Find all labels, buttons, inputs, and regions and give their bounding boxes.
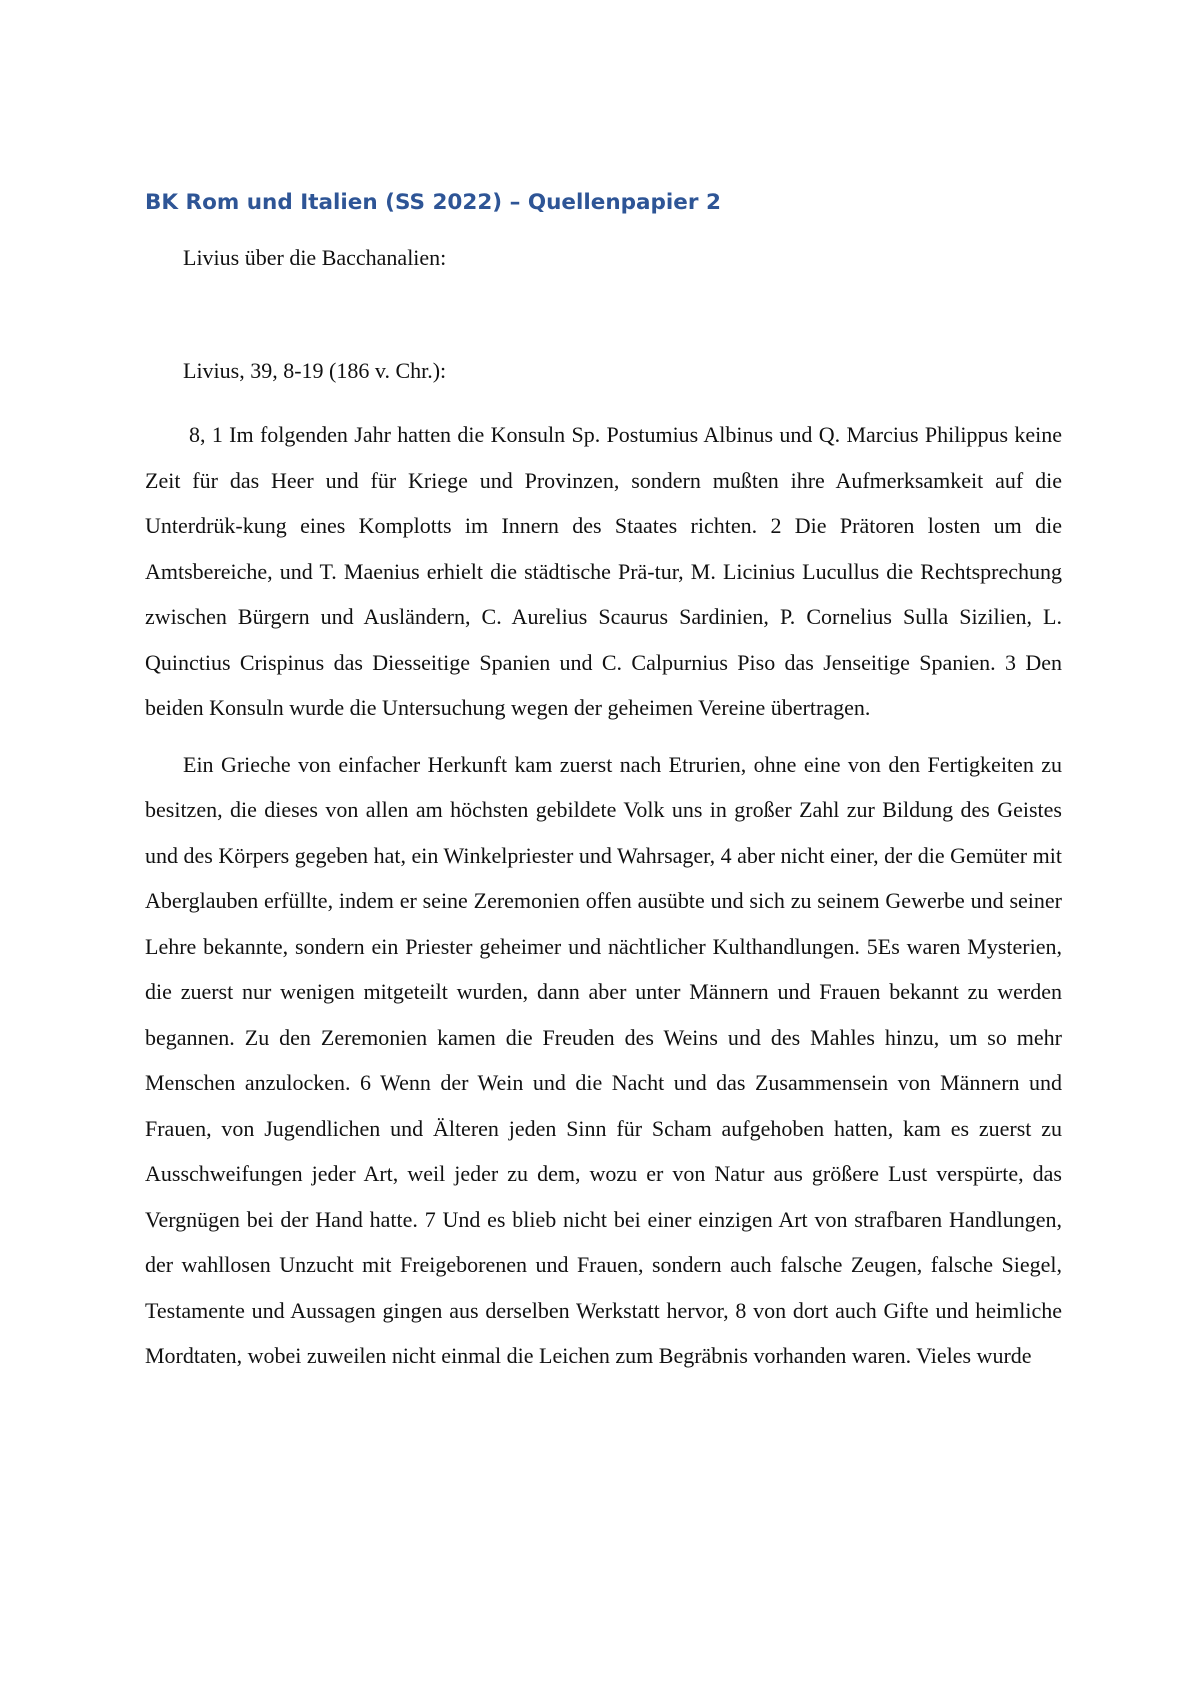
body-text bbox=[145, 412, 1062, 1379]
source-reference: Livius, 39, 8-19 (186 v. Chr.): bbox=[183, 358, 447, 383]
document-subtitle: Livius über die Bacchanalien: bbox=[183, 245, 447, 270]
paragraph: 8, 1 Im folgenden Jahr hatten die Konsuln Sp. Postumius Albinus und Q. Marcius Philippus keine Zeit für das Heer und für Kriege und Provinzen, sondern mußten ihre Aufmerksamkeit auf die Unterdrük-kung eines Komplotts im Innern des Staates richten. 2 Die Prätoren losten um die Amtsbereiche, und T. Maenius erhielt die städtische Prä-tur, M. Licinius Lucullus die Rechtsprechung zwischen Bürgern und Ausländern, C. Aurelius Scaurus Sardinien, P. Cornelius Sulla Sizilien, L. Quinctius Crispinus das Diesseitige Spanien und C. Calpurnius Piso das Jenseitige Spanien. 3 Den beiden Konsuln wurde die Untersuchung wegen der geheimen Vereine übertragen. bbox=[145, 422, 1062, 720]
paragraph: Ein Grieche von einfacher Herkunft kam zuerst nach Etrurien, ohne eine von den Fertigkeiten zu besitzen, die dieses von allen am höchsten gebildete Volk uns in großer Zahl zur Bildung des Geistes und des Körpers gegeben hat, ein Winkelpriester und Wahrsager, 4 aber nicht einer, der die Gemüter mit Aberglauben erfüllte, indem er seine Zeremonien offen ausübte und sich zu seinem Gewerbe und seiner Lehre bekannte, sondern ein Priester geheimer und nächtlicher Kulthandlungen. 5Es waren Mysterien, die zuerst nur wenigen mitgeteilt wurden, dann aber unter Männern und Frauen bekannt zu werden begannen. Zu den Zeremonien kamen die Freuden des Weins und des Mahles hinzu, um so mehr Menschen anzulocken. 6 Wenn der Wein und die Nacht und das Zusammensein von Männern und Frauen, von Jugendlichen und Älteren jeden Sinn für Scham aufgehoben hatten, kam es zuerst zu Ausschweifungen jeder Art, weil jeder zu dem, wozu er von Natur aus größere Lust verspürte, das Vergnügen bei der Hand hatte. 7 Und es blieb nicht bei einer einzigen Art von strafbaren Handlungen, der wahllosen Unzucht mit Freigeborenen und Frauen, sondern auch falsche Zeugen, falsche Siegel, Testamente und Aussagen gingen aus derselben Werkstatt hervor, 8 von dort auch Gifte und heimliche Mordtaten, wobei zuweilen nicht einmal die Leichen zum Begräbnis vorhanden waren. Vieles wurde bbox=[145, 751, 1062, 1368]
document-title: BK Rom und Italien (SS 2022) – Quellenpapier 2 bbox=[145, 190, 721, 215]
